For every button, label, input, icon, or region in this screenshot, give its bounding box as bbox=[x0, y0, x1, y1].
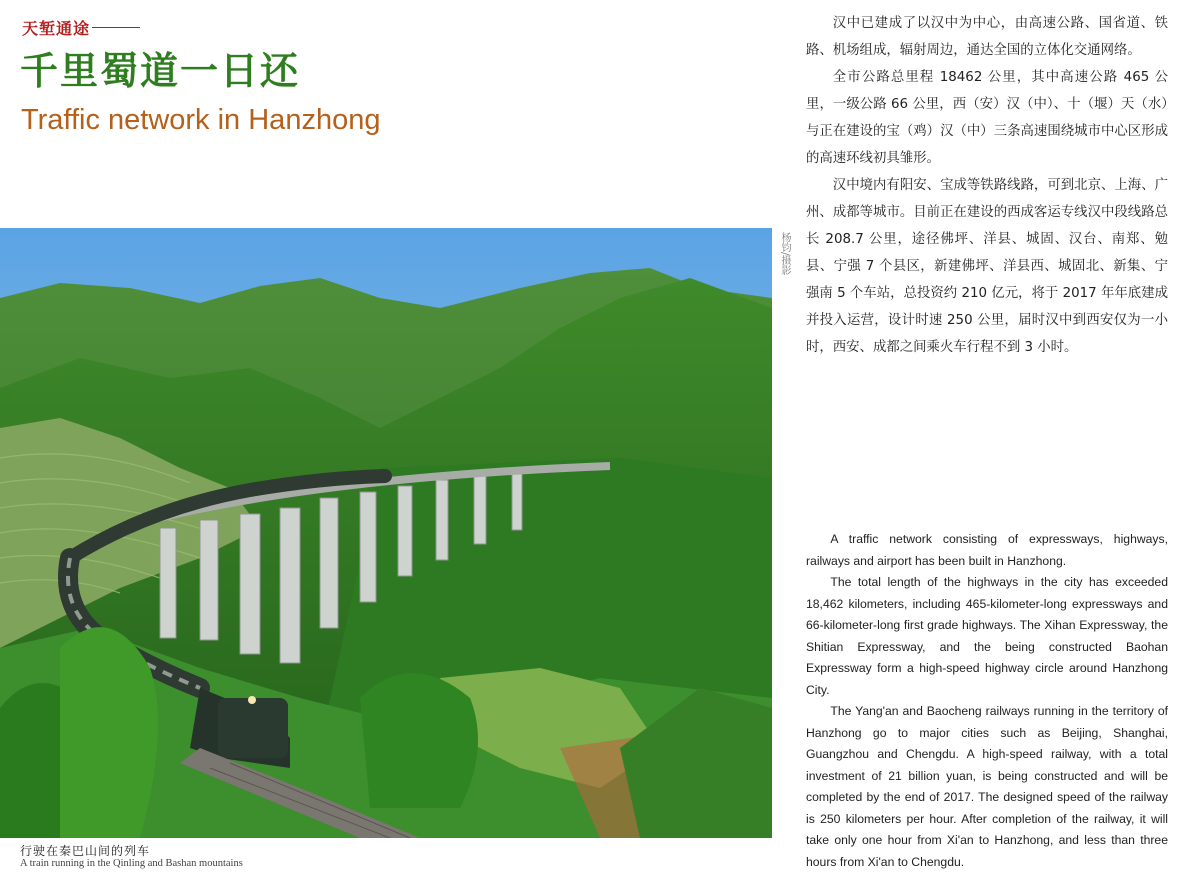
train-photo-illustration bbox=[0, 228, 772, 838]
body-paragraph-en: The total length of the highways in the city has exceeded 18,462 kilometers, including 465-kilometer-long expressways and 66-kilometer-long first grade highways. The Xihan Expressway, the Shitian Expressway, and the being constructed Baohan Expressway form a high-speed highway circle around Hanzhong City. bbox=[806, 575, 1168, 697]
body-paragraph-cn: 汉中境内有阳安、宝成等铁路线路，可到北京、上海、广州、成都等城市。目前正在建设的西成客运专线汉中段线路总长 208.7 公里，途径佛坪、洋县、城固、汉台、南郑、勉县、宁强 7 个县区，新建佛坪、洋县西、城固北、新集、宁强南 5 个车站，总投资约 210 亿元，将于 2017 年年底建成并投入运营，设计时速 250 公里，届时汉中到西安仅为一小时，西安、成都之间乘火车行程不到 3 小时。 bbox=[806, 178, 1168, 355]
kicker-rule bbox=[92, 27, 140, 28]
body-paragraph-en: A traffic network consisting of expressways, highways, railways and airport has been built in Hanzhong. bbox=[806, 532, 1168, 568]
section-kicker bbox=[22, 14, 140, 40]
body-text-cn bbox=[806, 10, 1168, 361]
photo-caption-en: A train running in the Qinling and Bashan mountains bbox=[20, 858, 243, 869]
body-paragraph-en: The Yang'an and Baocheng railways running in the territory of Hanzhong go to major cities such as Beijing, Shanghai, Guangzhou and Chengdu. A high-speed railway, with a total investment of 21 billion yuan, is being constructed and will be completed by the end of 2017. The designed speed of the railway is 250 kilometers per hour. After completion of the railway, it will take only one hour from Xi'an to Hanzhong, and less than three hours from Xi'an to Chengdu. bbox=[806, 704, 1168, 869]
body-paragraph-cn: 全市公路总里程 18462 公里，其中高速公路 465 公里，一级公路 66 公里，西（安）汉（中）、十（堰）天（水）与正在建设的宝（鸡）汉（中）三条高速围绕城市中心区形成的高速环线初具雏形。 bbox=[806, 70, 1168, 166]
photo-credit: 杨钧/摄影 bbox=[779, 232, 790, 276]
train-photo bbox=[0, 228, 772, 838]
page-title-en: Traffic network in Hanzhong bbox=[21, 104, 381, 136]
page-title-cn: 千里蜀道一日还 bbox=[20, 49, 301, 93]
body-text-en bbox=[806, 529, 1168, 873]
body-paragraph-cn: 汉中已建成了以汉中为中心，由高速公路、国省道、铁路、机场组成，辐射周边，通达全国的立体化交通网络。 bbox=[806, 16, 1168, 58]
kicker-text: 天堑通途 bbox=[22, 18, 91, 38]
photo-caption-cn: 行驶在秦巴山间的列车 bbox=[20, 844, 151, 858]
